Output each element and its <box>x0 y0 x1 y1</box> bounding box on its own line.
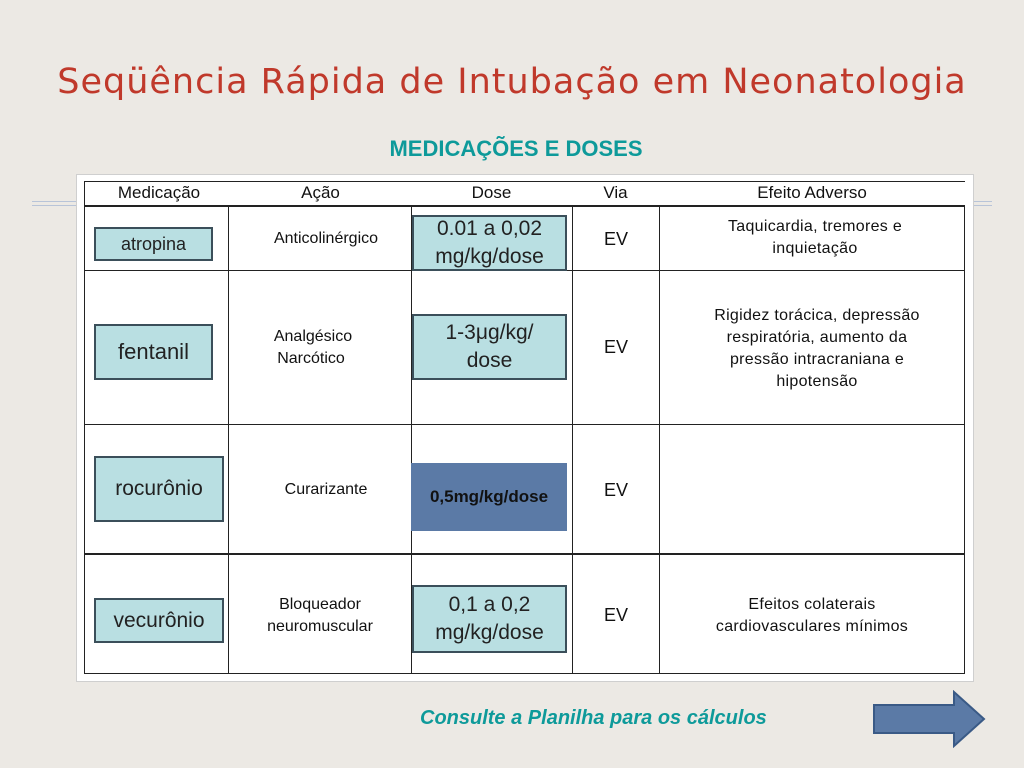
header-dose: Dose <box>471 183 512 202</box>
footer-note: Consulte a Planilha para os cálculos <box>420 707 767 729</box>
medication-label: rocurônio <box>115 477 203 500</box>
dose-fentanil: 1-3μg/kg/ dose <box>412 314 567 380</box>
medication-label: fentanil <box>118 339 189 364</box>
dose-rocuronio: 0,5mg/kg/dose <box>411 463 567 531</box>
dose-vecuronio: 0,1 a 0,2 mg/kg/dose <box>412 585 567 653</box>
medication-fentanil <box>94 324 213 380</box>
route-ev: EV <box>603 605 628 625</box>
route-ev: EV <box>603 480 628 500</box>
decorative-line-right <box>972 205 992 206</box>
right-arrow-icon <box>872 690 988 748</box>
decorative-line-left <box>32 205 76 206</box>
header-medicacao: Medicação <box>117 183 201 202</box>
medication-label: atropina <box>120 233 187 254</box>
slide-title: Seqüência Rápida de Intubação em Neonatologia <box>57 62 967 102</box>
header-efeito-adverso: Efeito Adverso <box>757 183 867 202</box>
decorative-line-left <box>32 201 76 202</box>
decorative-line-right <box>972 201 992 202</box>
medication-vecuronio <box>94 598 224 643</box>
slide-subtitle: MEDICAÇÕES E DOSES <box>389 136 643 161</box>
next-arrow-button[interactable] <box>872 690 988 753</box>
adverse-effect-text: Efeitos colaterais cardiovasculares mínimos <box>715 596 909 635</box>
medication-atropina <box>94 227 213 261</box>
medication-label: vecurônio <box>113 608 205 632</box>
header-via: Via <box>603 183 628 202</box>
action-text: Curarizante <box>284 481 368 498</box>
header-acao: Ação <box>301 183 340 202</box>
action-text: Analgésico Narcótico <box>273 328 353 367</box>
route-ev: EV <box>603 229 628 249</box>
action-text: Bloqueador neuromuscular <box>267 596 373 635</box>
dose-atropina: 0.01 a 0,02 mg/kg/dose <box>412 215 567 271</box>
action-text: Anticolinérgico <box>273 230 379 247</box>
adverse-effect-text: Rigidez torácica, depressão respiratória, aumento da pressão intracraniana e hipotensão <box>714 307 920 390</box>
route-ev: EV <box>603 337 628 357</box>
medication-rocuronio <box>94 456 224 522</box>
adverse-effect-text: Taquicardia, tremores e inquietação <box>727 218 903 257</box>
